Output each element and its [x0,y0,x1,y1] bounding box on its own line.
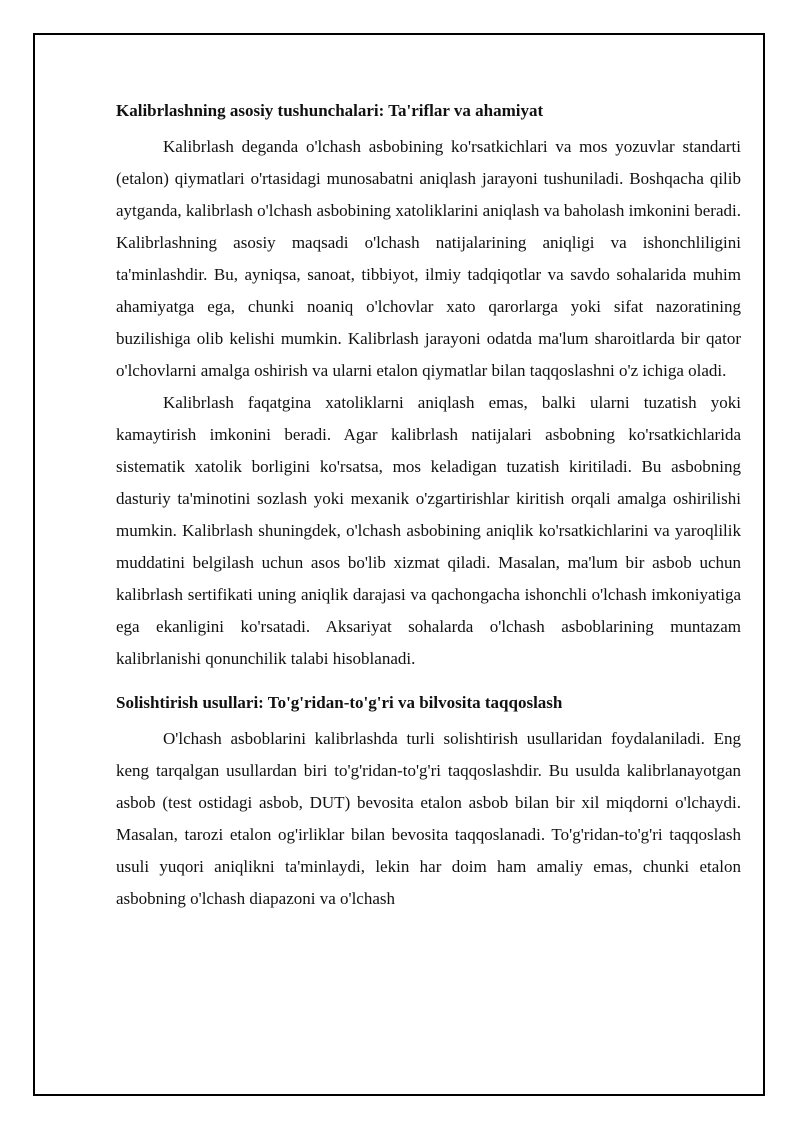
document-body [116,95,741,915]
paragraph-calibration-correction: Kalibrlash faqatgina xatoliklarni aniqlash emas, balki ularni tuzatish yoki kamaytirish imkonini beradi. Agar kalibrlash natijalari asbobning ko'rsatkichlarida sistematik xatolik borligini ko'rsatsa, mos keladigan tuzatish kiritiladi. Bu asbobning dasturiy ta'minotini sozlash yoki mexanik o'zgartirishlar kiritish orqali amalga oshirilishi mumkin. Kalibrlash shuningdek, o'lchash asbobining aniqlik ko'rsatkichlarini va yaroqlilik muddatini belgilash uchun asos bo'lib xizmat qiladi. Masalan, ma'lum bir asbob uchun kalibrlash sertifikati uning aniqlik darajasi va qachongacha ishonchli o'lchash imkoniyatiga ega ekanligini ko'rsatadi. Aksariyat sohalarda o'lchash asboblarining muntazam kalibrlanishi qonunchilik talabi hisoblanadi. [116,393,741,668]
section-heading-comparison-methods: Solishtirish usullari: To'g'ridan-to'g'ri va bilvosita taqqoslash [116,693,563,712]
paragraph-direct-comparison: O'lchash asboblarini kalibrlashda turli solishtirish usullaridan foydalaniladi. Eng keng tarqalgan usullardan biri to'g'ridan-to'g'ri taqqoslashdir. Bu usulda kalibrlanayotgan asbob (test ostidagi asbob, DUT) bevosita etalon asbob bilan bir xil miqdorni o'lchaydi. Masalan, tarozi etalon og'irliklar bilan bevosita taqqoslanadi. To'g'ridan-to'g'ri taqqoslash usuli yuqori aniqlikni ta'minlaydi, lekin har doim ham amaliy emas, chunki etalon asbobning o'lchash diapazoni va o'lchash [116,729,741,908]
paragraph-calibration-definition: Kalibrlash deganda o'lchash asbobining ko'rsatkichlari va mos yozuvlar standarti (etalon) qiymatlari o'rtasidagi munosabatni aniqlash jarayoni tushuniladi. Boshqacha qilib aytganda, kalibrlash o'lchash asbobining xatoliklarini aniqlash va baholash imkonini beradi. Kalibrlashning asosiy maqsadi o'lchash natijalarining aniqligi va ishonchliligini ta'minlashdir. Bu, ayniqsa, sanoat, tibbiyot, ilmiy tadqiqotlar va savdo sohalarida muhim ahamiyatga ega, chunki noaniq o'lchovlar xato qarorlarga yoki sifat nazoratining buzilishiga olib kelishi mumkin. Kalibrlash jarayoni odatda ma'lum sharoitlarda bir qator o'lchovlarni amalga oshirish va ularni etalon qiymatlar bilan taqqoslashni o'z ichiga oladi. [116,137,741,380]
section-heading-calibration-basics: Kalibrlashning asosiy tushunchalari: Ta'riflar va ahamiyat [116,101,544,120]
